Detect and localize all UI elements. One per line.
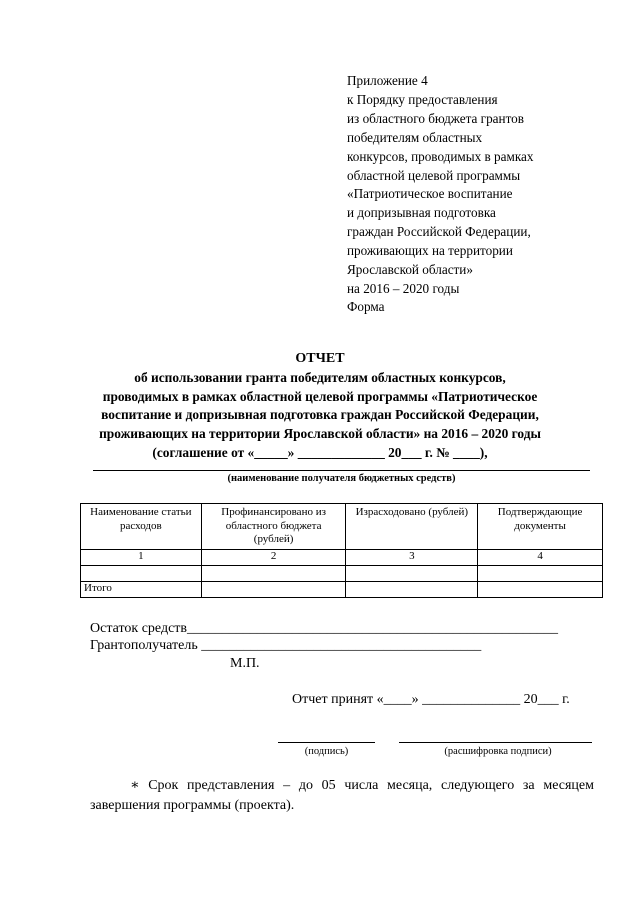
report-subtitle-line: проживающих на территории Ярославской области» на 2016 – 2020 годы — [99, 426, 541, 442]
report-subtitle-line: воспитание и допризывная подготовка граждан Российской Федерации, — [101, 407, 539, 423]
table-total-row — [81, 582, 603, 598]
table-cell — [478, 566, 603, 582]
table-cell — [346, 566, 478, 582]
appendix-line: граждан Российской Федерации, — [347, 224, 531, 240]
column-header: Израсходовано (рублей) — [346, 504, 478, 550]
appendix-line: областной целевой программы — [347, 167, 521, 183]
appendix-line: Ярославской области» — [347, 262, 473, 278]
column-header: Профинансировано из областного бюджета (рублей) — [201, 504, 346, 550]
column-number: 2 — [201, 550, 346, 566]
expense-table — [80, 503, 603, 598]
recipient-caption: (наименование получателя бюджетных средств) — [227, 473, 456, 484]
column-number: 3 — [346, 550, 478, 566]
form-label: Форма — [347, 299, 385, 314]
stamp-place-label: М.П. — [230, 656, 260, 671]
column-header: Подтверждающие документы — [478, 504, 603, 550]
report-accepted-line: Отчет принят «____» ______________ 20___ г. — [292, 692, 570, 707]
report-subtitle-line: об использовании гранта победителям областных конкурсов, — [134, 369, 506, 385]
table-header-row — [81, 504, 603, 550]
table-cell — [201, 582, 346, 598]
appendix-line: к Порядку предоставления — [347, 91, 498, 107]
signature-caption: (подпись) — [304, 746, 349, 757]
table-cell — [346, 582, 478, 598]
table-row — [81, 566, 603, 582]
column-header: Наименование статьи расходов — [81, 504, 202, 550]
total-label: Итого — [81, 582, 202, 598]
appendix-line: на 2016 – 2020 годы — [347, 280, 460, 296]
appendix-line: проживающих на территории — [347, 243, 513, 259]
report-title: ОТЧЕТ — [295, 351, 345, 366]
table-cell — [81, 566, 202, 582]
signature-underline — [278, 742, 375, 743]
appendix-line: Приложение 4 — [347, 73, 428, 88]
signature-decoding-underline — [399, 742, 592, 743]
recipient-underline — [93, 470, 590, 471]
report-subtitle-line: проводимых в рамках областной целевой программы «Патриотическое — [102, 388, 538, 404]
report-title-block — [60, 350, 580, 463]
deadline-footnote: ∗ Срок представления – до 05 числа месяца, следующего за месяцем завершения программы (проекта). — [90, 778, 594, 813]
appendix-line: конкурсов, проводимых в рамках — [347, 148, 534, 164]
balance-line: Остаток средств_____________________________________________________ — [90, 621, 559, 636]
table-cell — [201, 566, 346, 582]
agreement-line: (соглашение от «_____» _____________ 20___ г. № ____), — [152, 444, 488, 460]
appendix-line: и допризывная подготовка — [347, 205, 496, 221]
signature-decoding-caption: (расшифровка подписи) — [444, 746, 552, 757]
appendix-line: победителям областных — [347, 129, 483, 145]
column-number: 1 — [81, 550, 202, 566]
appendix-block — [347, 72, 607, 299]
table-number-row — [81, 550, 603, 566]
grantee-line: Грантополучатель ________________________________________ — [90, 638, 482, 653]
table-cell — [478, 582, 603, 598]
appendix-line: «Патриотическое воспитание — [347, 186, 513, 202]
column-number: 4 — [478, 550, 603, 566]
appendix-line: из областного бюджета грантов — [347, 110, 524, 126]
